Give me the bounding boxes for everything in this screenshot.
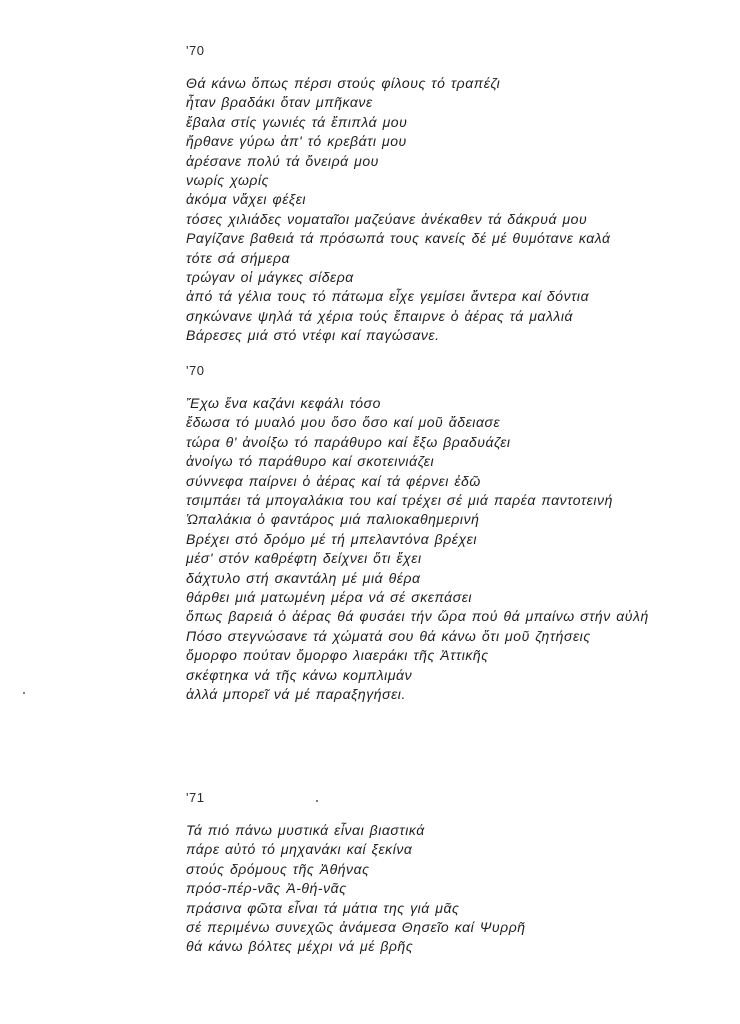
poem-line: πάρε αὐτό τό μηχανάκι καί ξεκίνα — [186, 841, 413, 858]
poem-line: θά κάνω βόλτες μέχρι νά μέ βρῆς — [186, 938, 414, 955]
poem-line: ἀκόμα νἄχει φέξει — [186, 191, 307, 208]
poem-line: ἀρέσανε πολύ τά ὄνειρά μου — [186, 152, 379, 169]
poem-line: ἀνοίγω τό παράθυρο καί σκοτεινιάζει — [186, 453, 435, 470]
poem-line: Ἔχω ἕνα καζάνι κεφάλι τόσο — [186, 395, 381, 411]
poem-line: νωρίς χωρίς — [186, 172, 270, 189]
scan-speck — [316, 800, 318, 802]
poem-line: σύννεφα παίρνει ὁ ἀέρας καί τά φέρνει ἐδῶ — [186, 472, 481, 489]
poem-1971 — [186, 790, 716, 957]
poem-line: τρώγαν οἱ μάγκες σίδερα — [186, 269, 354, 286]
poem-line: σκέφτηκα νά τῆς κάνω κομπλιμάν — [186, 666, 413, 683]
poem-line: δάχτυλο στή σκαντάλη μέ μιά θέρα — [186, 569, 421, 586]
poem-1970-a — [186, 43, 716, 346]
poem-line: ἦταν βραδάκι ὅταν μπῆκανε — [186, 94, 373, 111]
poem-line: Βάρεσες μιά στό ντέφι καί παγώσανε. — [186, 327, 440, 344]
poem-line: τόσες χιλιάδες νοματαῖοι μαζεύανε ἀνέκαθεν τά δάκρυά μου — [186, 210, 588, 227]
poem-year: '71 — [186, 790, 205, 805]
poem-year: '70 — [186, 363, 205, 378]
poem-lines — [186, 74, 716, 346]
poem-line: σηκώνανε ψηλά τά χέρια τούς ἔπαιρνε ὁ ἀέρας τά μαλλιά — [186, 307, 574, 324]
poem-line: μέσ' στόν καθρέφτη δείχνει ὅτι ἔχει — [186, 550, 422, 567]
poem-line: θάρθει μιά ματωμένη μέρα νά σέ σκεπάσει — [186, 589, 473, 606]
poem-line: ἀπό τά γέλια τους τό πάτωμα εἶχε γεμίσει ἄντερα καί δόντια — [186, 288, 590, 305]
poem-line: Τά πιό πάνω μυστικά εἶναι βιαστικά — [186, 822, 425, 838]
poem-1970-b — [186, 363, 716, 705]
poem-line: Ραγίζανε βαθειά τά πρόσωπά τους κανείς δέ μέ θυμότανε καλά — [186, 230, 611, 247]
poem-line: Ὠπαλάκια ὁ φαντάρος μιά παλιοκαθημερινή — [186, 511, 480, 528]
poem-line: ἔβαλα στίς γωνιές τά ἔπιπλά μου — [186, 113, 408, 130]
poem-line: τώρα θ' ἀνοίξω τό παράθυρο καί ἔξω βραδυάζει — [186, 433, 511, 450]
poem-line: ὅπως βαρειά ὁ ἀέρας θά φυσάει τήν ὥρα πού θά μπαίνω στήν αὐλή — [186, 608, 649, 625]
poem-lines — [186, 821, 716, 957]
poem-line: στούς δρόμους τῆς Ἀθήνας — [186, 860, 370, 877]
poem-line: ἤρθανε γύρω ἀπ' τό κρεβάτι μου — [186, 133, 407, 150]
poem-line: ἀλλά μπορεῖ νά μέ παραξηγήσει. — [186, 686, 406, 703]
poem-line: πρόσ-πέρ-νᾶς Ἀ-θή-νᾶς — [186, 880, 347, 897]
poem-line: Πόσο στεγνώσανε τά χώματά σου θά κάνω ὅτι μοῦ ζητήσεις — [186, 627, 591, 644]
poem-lines — [186, 394, 716, 705]
poem-line: σέ περιμένω συνεχῶς ἀνάμεσα Θησεῖο καί Ψυρρῆ — [186, 919, 526, 936]
poem-line: Βρέχει στό δρόμο μέ τή μπελαντόνα βρέχει — [186, 530, 478, 547]
poem-year: '70 — [186, 43, 205, 58]
poem-line: πράσινα φῶτα εἶναι τά μάτια της γιά μᾶς — [186, 899, 460, 916]
scan-speck — [23, 692, 25, 694]
poem-line: τότε σά σήμερα — [186, 249, 291, 266]
poem-line: Θά κάνω ὅπως πέρσι στούς φίλους τό τραπέζι — [186, 75, 501, 91]
poem-line: ἔδωσα τό μυαλό μου ὅσο ὅσο καί μοῦ ἄδειασε — [186, 414, 501, 431]
poem-line: ὄμορφο πούταν ὄμορφο λιαεράκι τῆς Ἀττικῆς — [186, 647, 489, 664]
poem-line: τσιμπάει τά μπογαλάκια του καί τρέχει σέ μιά παρέα παντοτεινή — [186, 492, 613, 509]
